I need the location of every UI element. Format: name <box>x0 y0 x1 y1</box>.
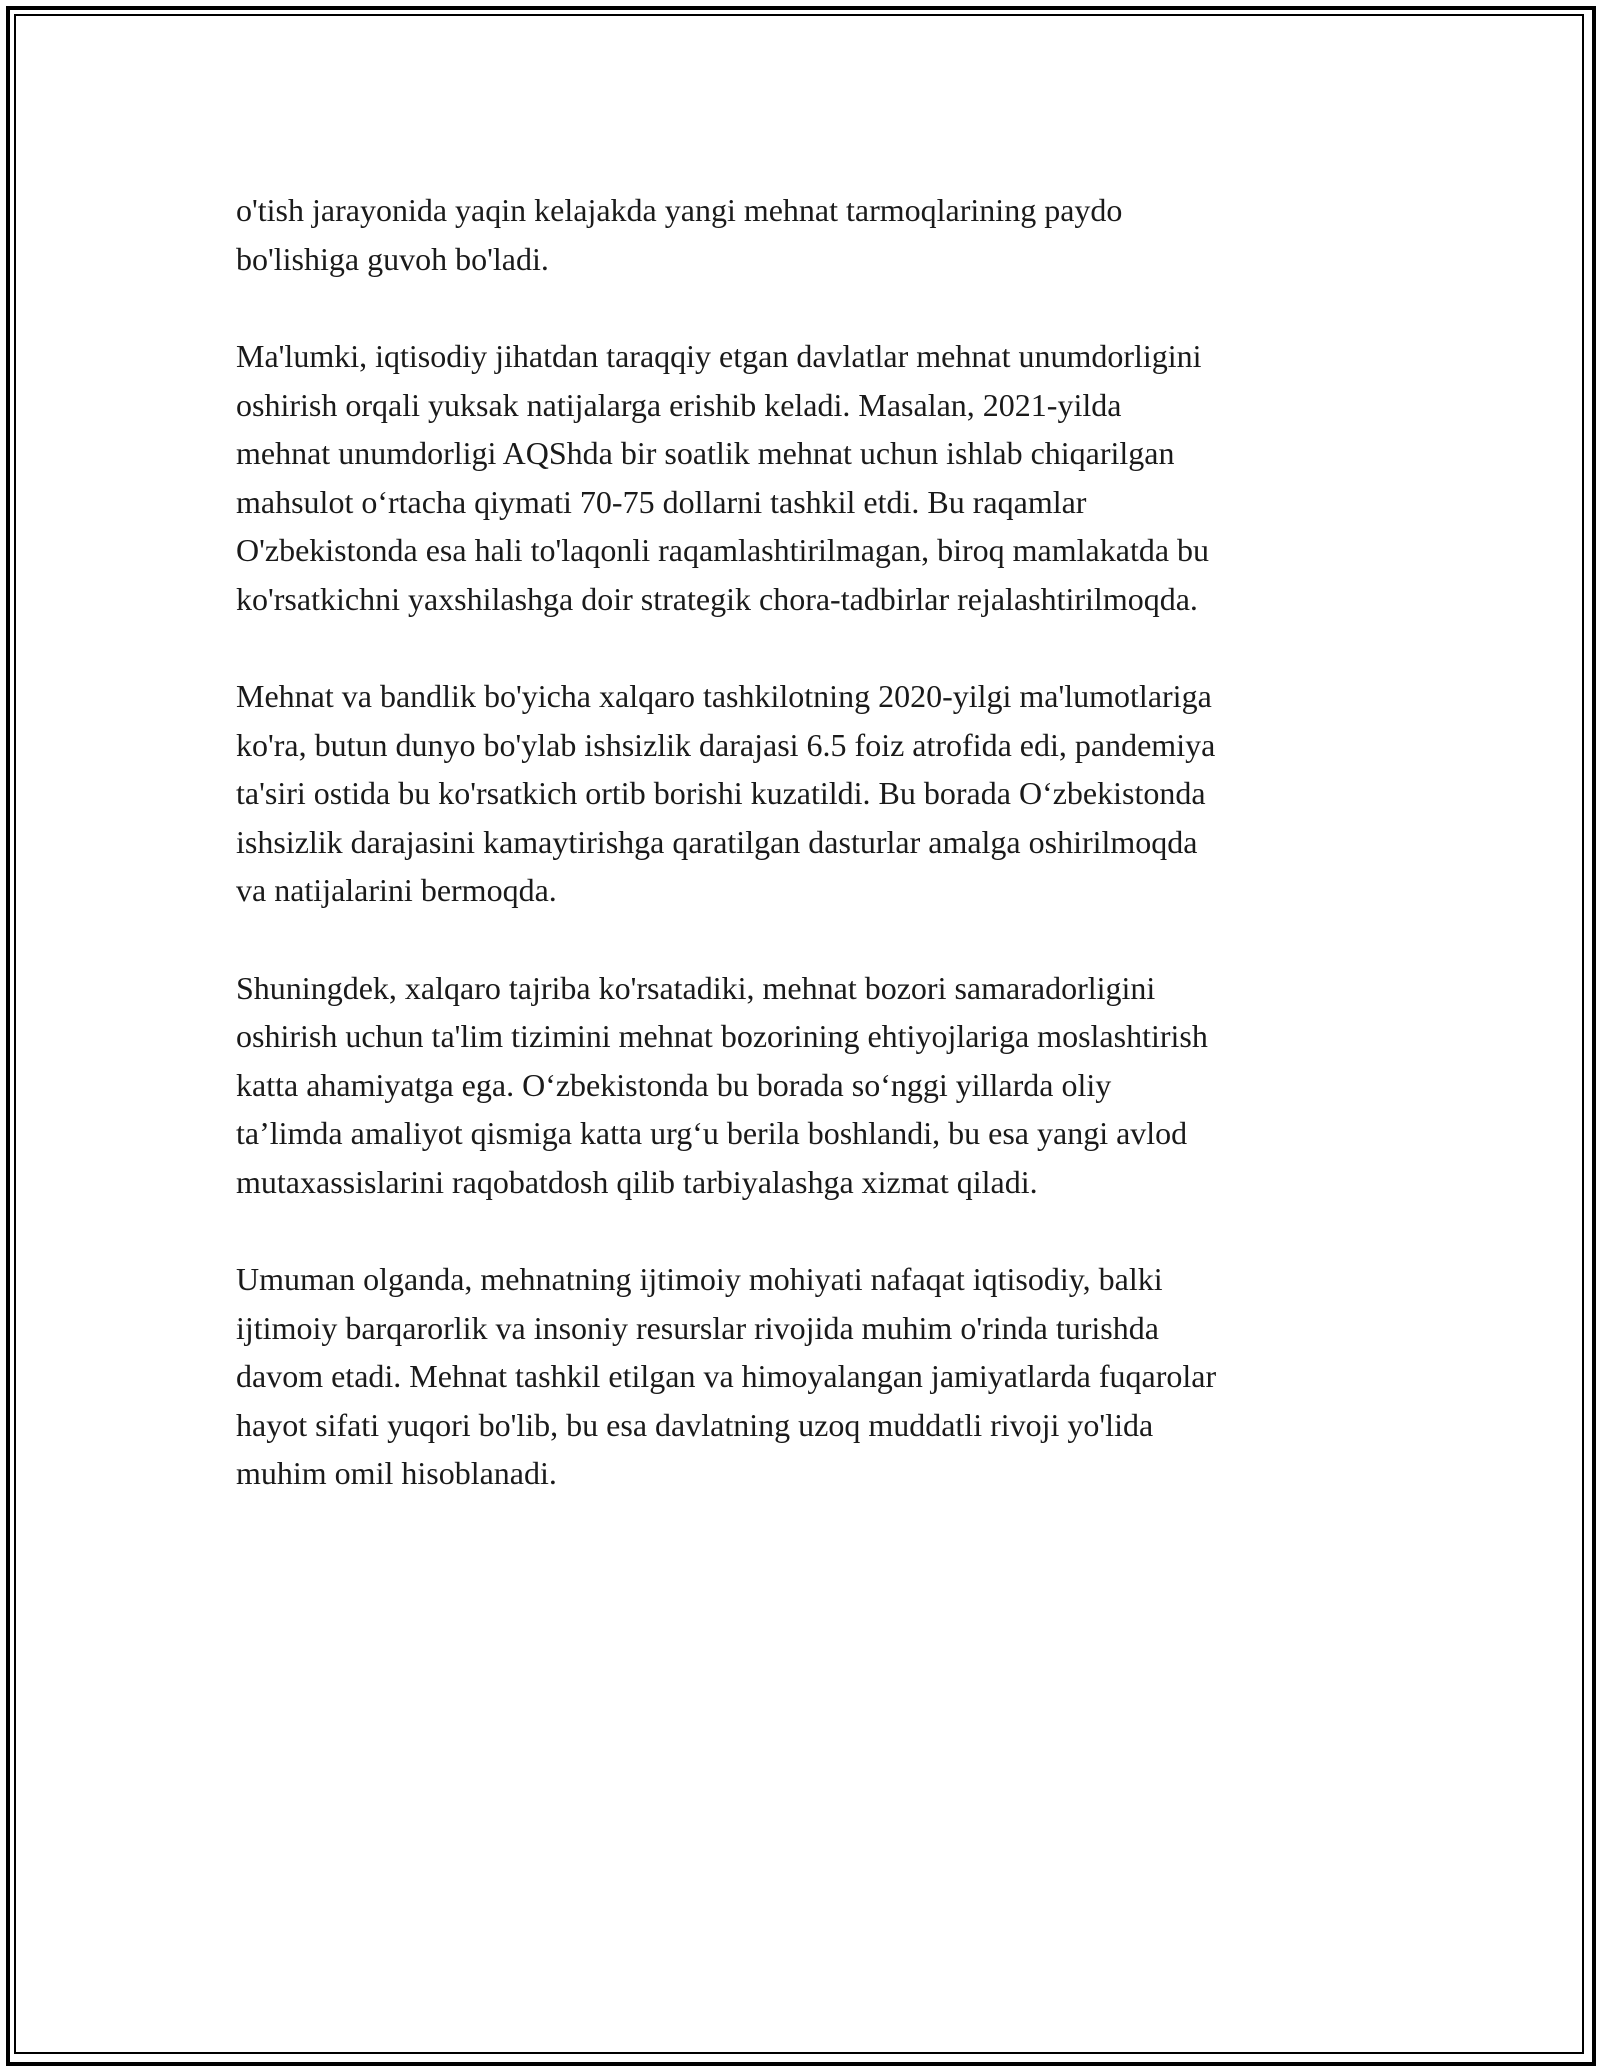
paragraph: Ma'lumki, iqtisodiy jihatdan taraqqiy etgan davlatlar mehnat unumdorligini oshirish orqali yuksak natijalarga erishib keladi. Masalan, 2021-yilda mehnat unumdorligi AQShda bir soatlik mehnat uchun ishlab chiqarilgan mahsulot o‘rtacha qiymati 70-75 dollarni tashkil etdi. Bu raqamlar O'zbekistonda esa hali to'laqonli raqamlashtirilmagan, biroq mamlakatda bu ko'rsatkichni yaxshilashga doir strategik chora-tadbirlar rejalashtirilmoqda. <box>236 338 1210 617</box>
paragraph: o'tish jarayonida yaqin kelajakda yangi mehnat tarmoqlarining paydo bo'lishiga guvoh bo'ladi. <box>236 192 1123 277</box>
paragraph: Mehnat va bandlik bo'yicha xalqaro tashkilotning 2020-yilgi ma'lumotlariga ko'ra, butun dunyo bo'ylab ishsizlik darajasi 6.5 foiz atrofida edi, pandemiya ta'siri ostida bu ko'rsatkich ortib borishi kuzatildi. Bu borada O‘zbekistonda ishsizlik darajasini kamaytirishga qaratilgan dasturlar amalga oshirilmoqda va natijalarini bermoqda. <box>236 678 1216 908</box>
document-body <box>236 186 1376 1547</box>
paragraph: Shuningdek, xalqaro tajriba ko'rsatadiki, mehnat bozori samaradorligini oshirish uchun ta'lim tizimini mehnat bozorining ehtiyojlariga moslashtirish katta ahamiyatga ega. O‘zbekistonda bu borada so‘nggi yillarda oliy ta’limda amaliyot qismiga katta urg‘u berila boshlandi, bu esa yangi avlod mutaxassislarini raqobatdosh qilib tarbiyalashga xizmat qiladi. <box>236 969 1208 1200</box>
paragraph: Umuman olganda, mehnatning ijtimoiy mohiyati nafaqat iqtisodiy, balki ijtimoiy barqarorlik va insoniy resurslar rivojida muhim o'rinda turishda davom etadi. Mehnat tashkil etilgan va himoyalangan jamiyatlarda fuqarolar hayot sifati yuqori bo'lib, bu esa davlatning uzoq muddatli rivoji yo'lida muhim omil hisoblanadi. <box>236 1261 1217 1491</box>
